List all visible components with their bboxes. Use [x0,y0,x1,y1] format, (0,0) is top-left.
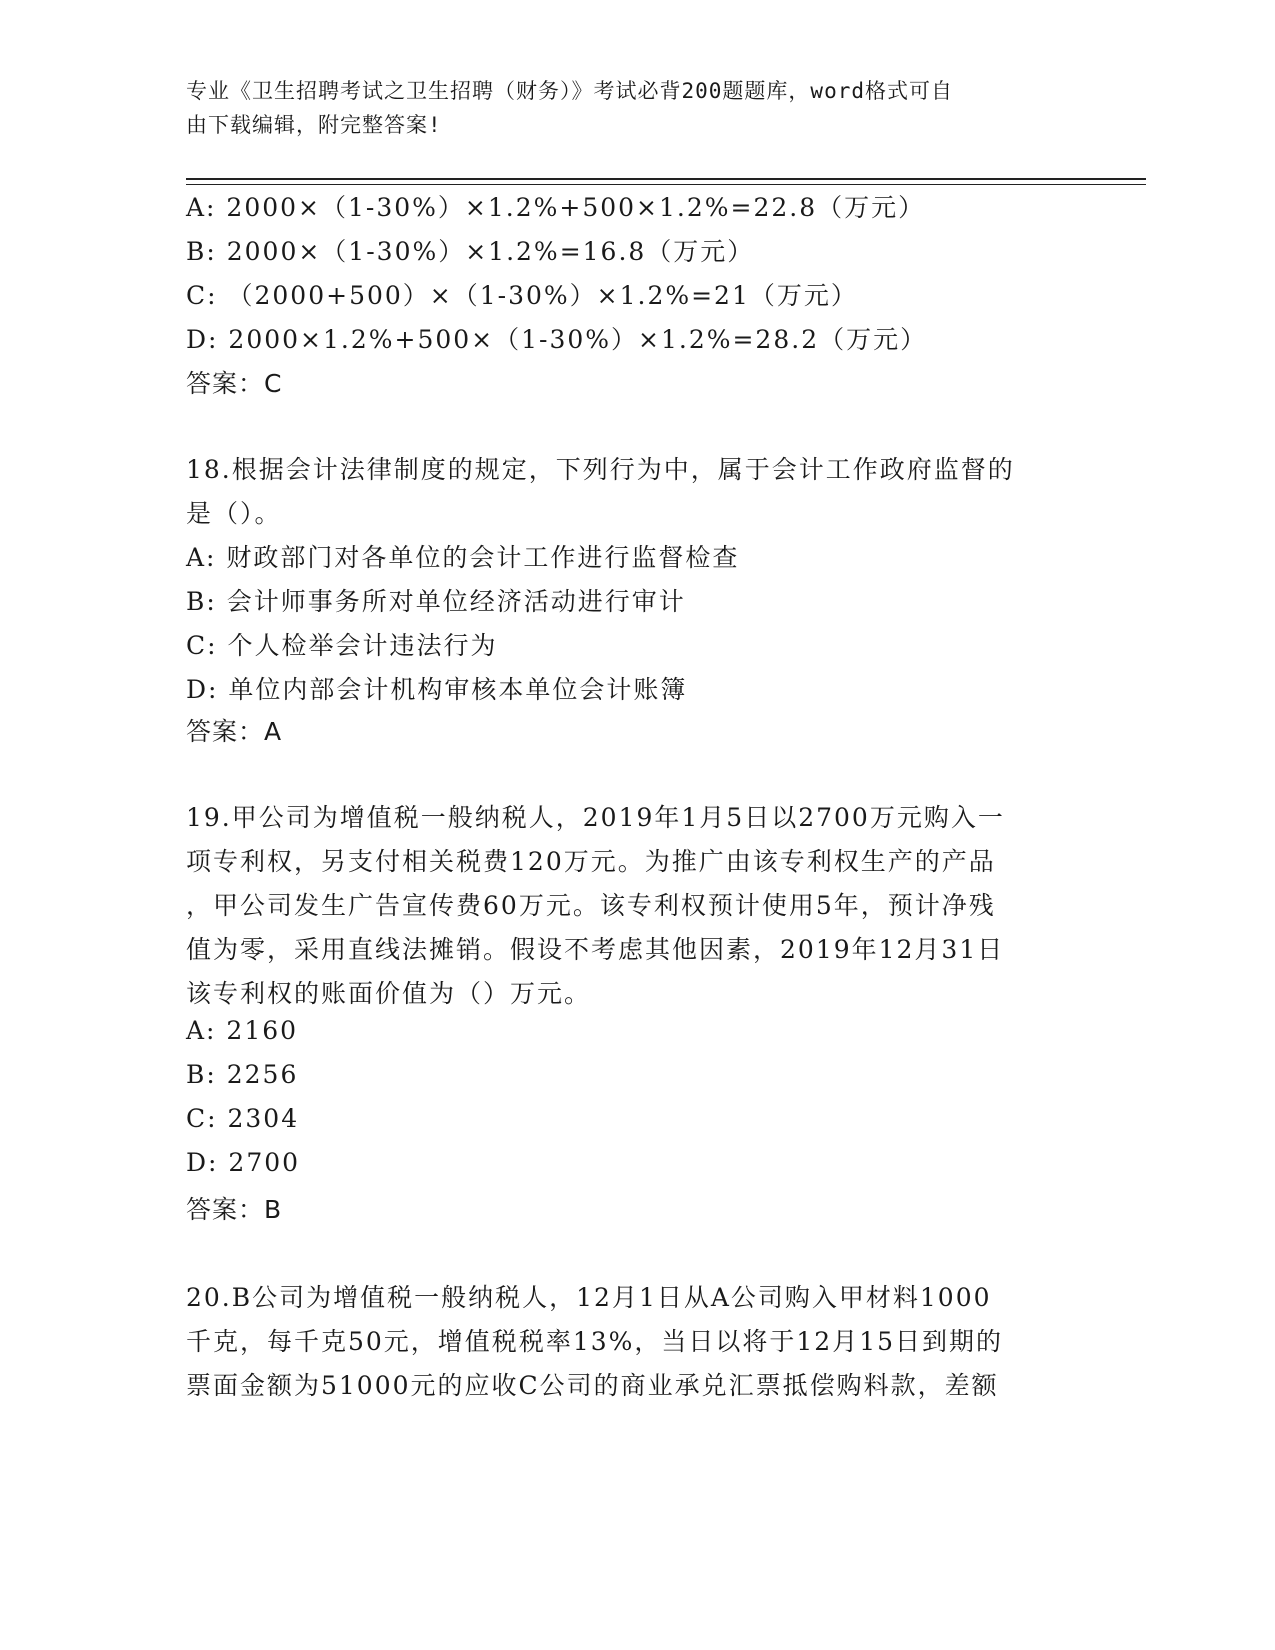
q20-stem-line-1: 20.B公司为增值税一般纳税人，12月1日从A公司购入甲材料1000 [186,1283,992,1312]
header-line-1: 专业《卫生招聘考试之卫生招聘（财务）》考试必背200题题库，word格式可自 [186,79,953,103]
header-line-2: 由下载编辑，附完整答案! [186,113,442,137]
q17-option-d: D: 2000×1.2%+500×（1-30%）×1.2%=28.2（万元） [186,325,928,354]
q19-stem-line-1: 19.甲公司为增值税一般纳税人，2019年1月5日以2700万元购入一 [186,803,1005,832]
q19-option-b: B: 2256 [186,1060,299,1089]
q19-option-a: A: 2160 [186,1016,299,1045]
header-divider-thin [186,184,1146,185]
q17-option-a: A: 2000×（1-30%）×1.2%+500×1.2%=22.8（万元） [186,193,926,222]
q19-option-c: C: 2304 [186,1104,300,1133]
q17-option-c: C: （2000+500）×（1-30%）×1.2%=21（万元） [186,281,858,310]
q17-option-b: B: 2000×（1-30%）×1.2%=16.8（万元） [186,237,755,266]
q18-option-b: B: 会计师事务所对单位经济活动进行审计 [186,587,686,616]
q18-stem-line-1: 18.根据会计法律制度的规定，下列行为中，属于会计工作政府监督的 [186,455,1015,484]
document-header [186,74,1066,142]
q18-option-c: C: 个人检举会计违法行为 [186,631,498,660]
q19-stem-line-5: 该专利权的账面价值为（）万元。 [186,979,592,1008]
header-divider-thick [186,178,1146,180]
q19-stem-line-4: 值为零，采用直线法摊销。假设不考虑其他因素，2019年12月31日 [186,935,1005,964]
q19-stem-line-3: ，甲公司发生广告宣传费60万元。该专利权预计使用5年，预计净残 [186,891,996,920]
q18-stem-line-2: 是（）。 [186,499,282,528]
q19-option-d: D: 2700 [186,1148,301,1177]
q18-option-a: A: 财政部门对各单位的会计工作进行监督检查 [186,543,740,572]
q18-option-d: D: 单位内部会计机构审核本单位会计账簿 [186,675,688,704]
q18-answer: 答案：A [186,717,283,746]
q19-answer: 答案：B [186,1195,283,1224]
q19-stem-line-2: 项专利权，另支付相关税费120万元。为推广由该专利权生产的产品 [186,847,996,876]
q20-stem-line-3: 票面金额为51000元的应收C公司的商业承兑汇票抵偿购料款，差额 [186,1371,999,1400]
q17-answer: 答案：C [186,369,283,398]
q20-stem-line-2: 千克，每千克50元，增值税税率13%，当日以将于12月15日到期的 [186,1327,1004,1356]
